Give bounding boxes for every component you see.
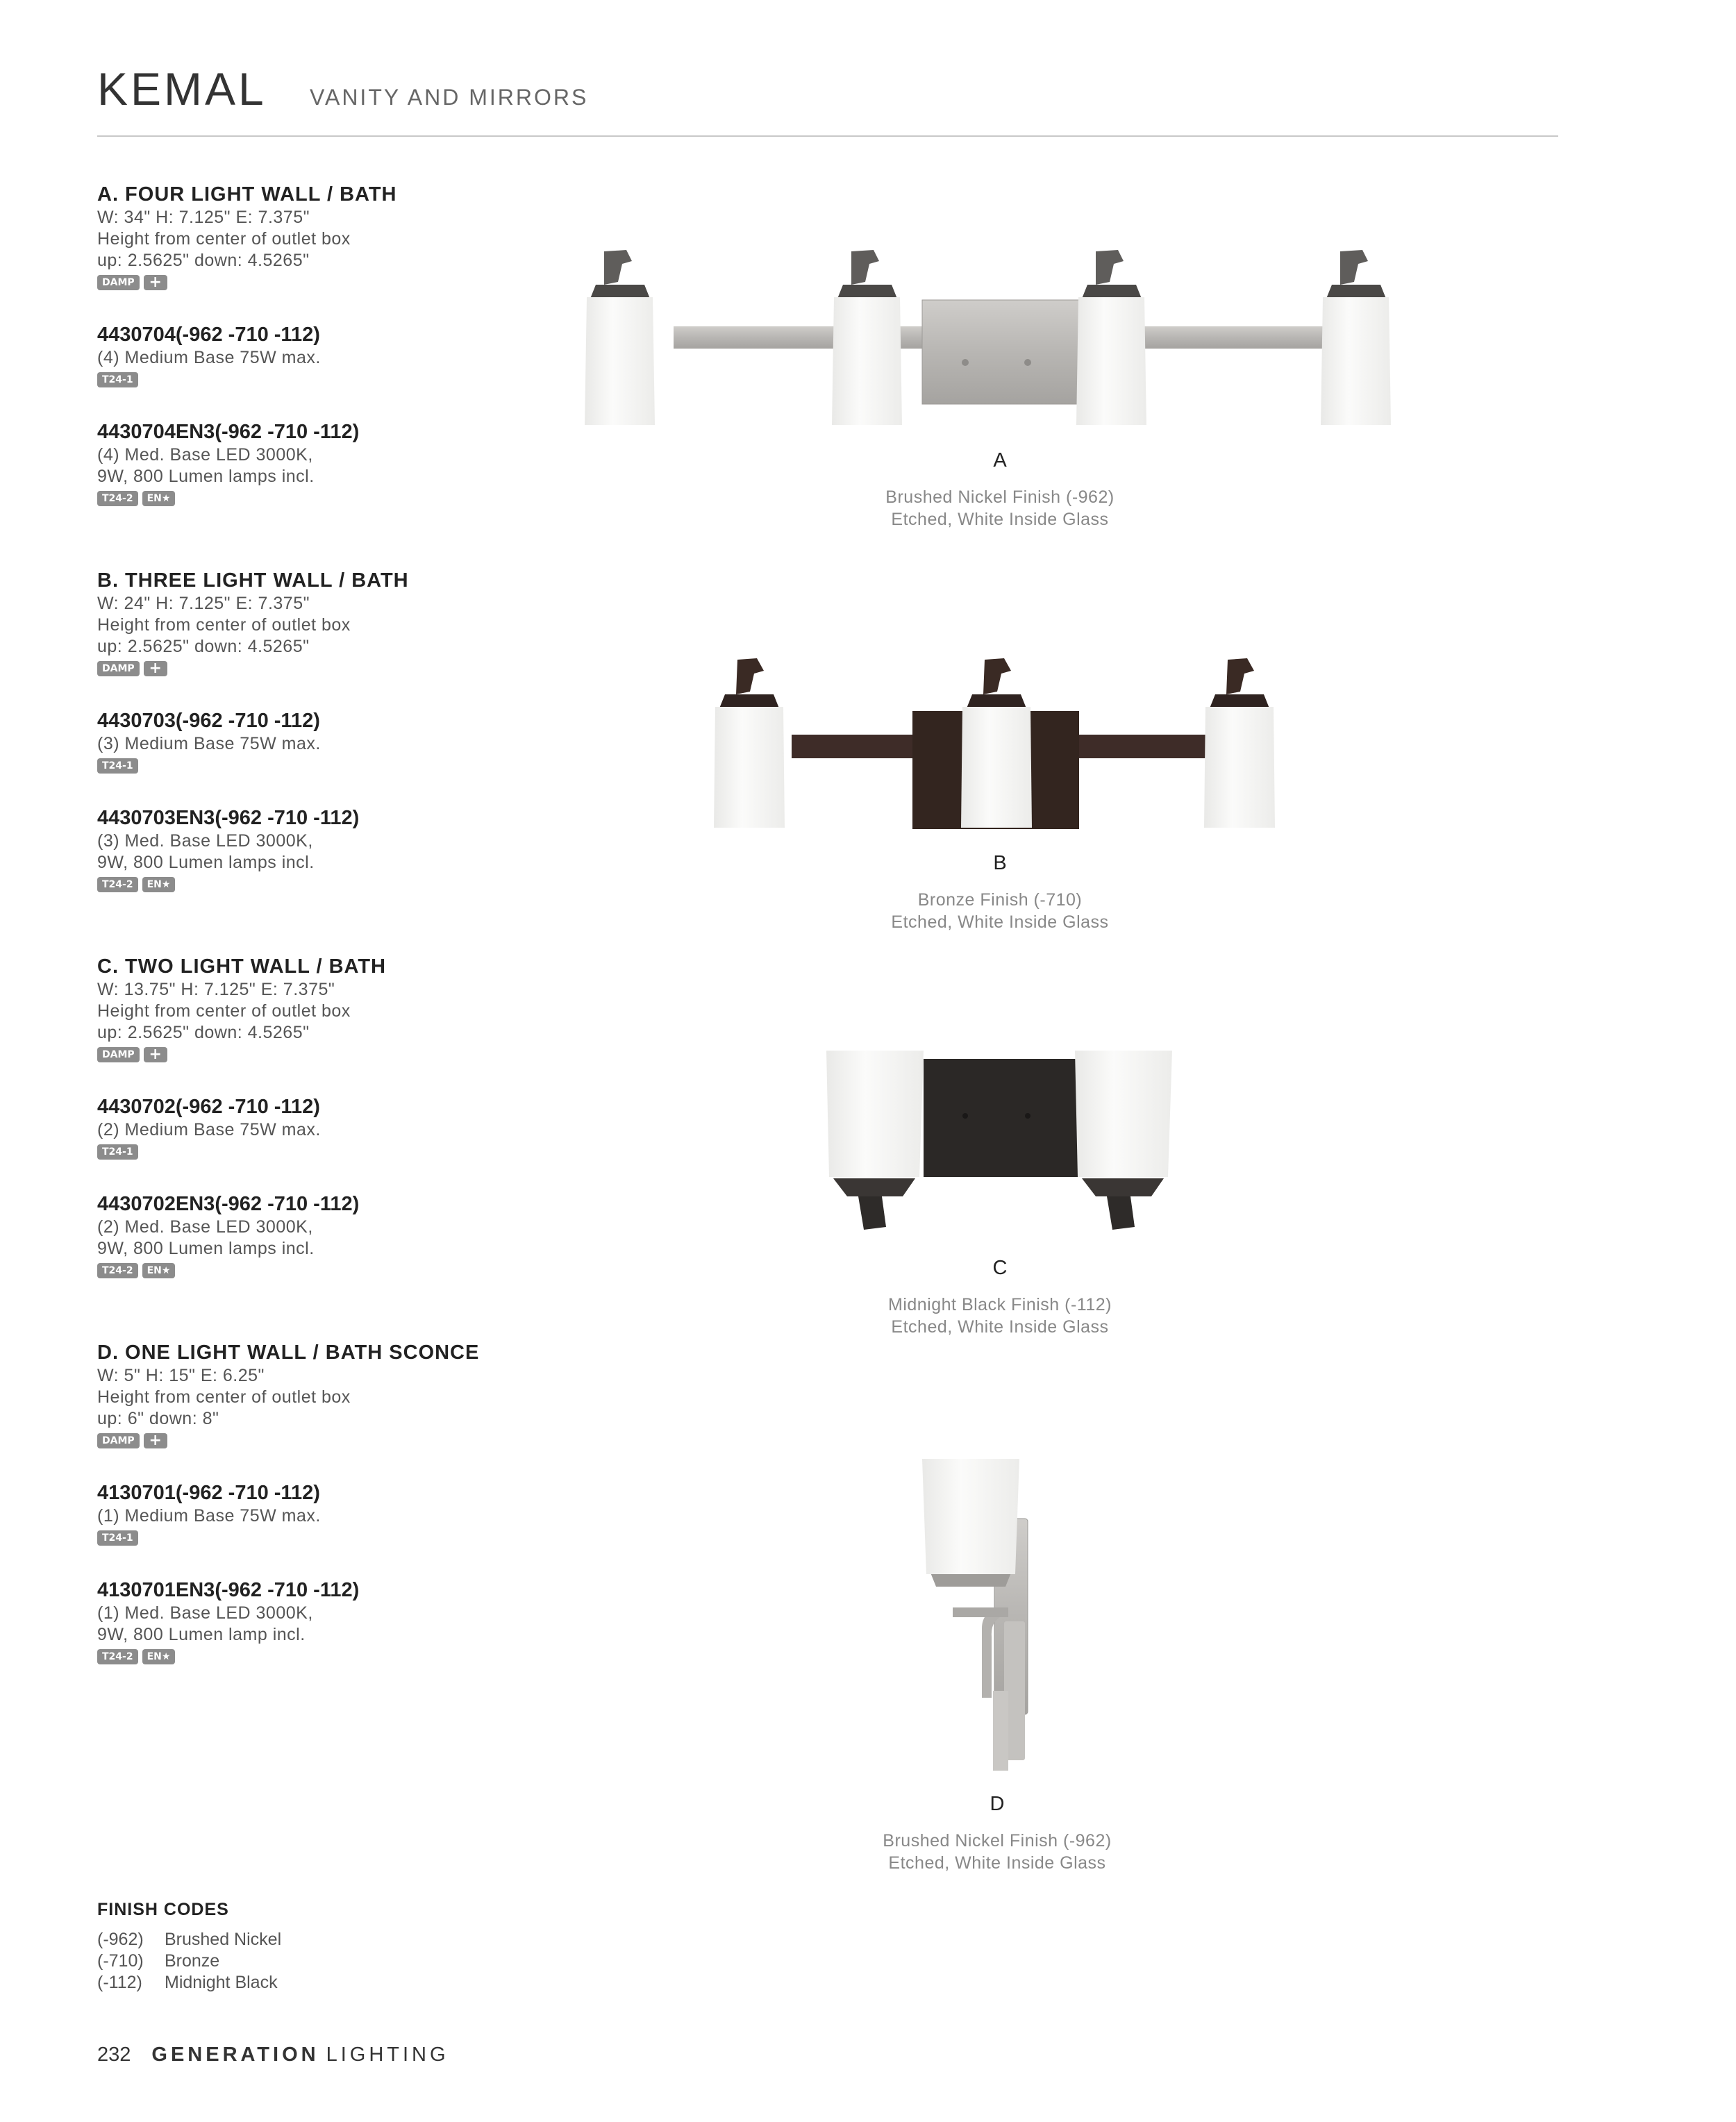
- energy-star-badge: EN★: [142, 1263, 176, 1278]
- page-footer: [97, 2044, 449, 2066]
- caption-glass-b: Etched, White Inside Glass: [891, 912, 1109, 932]
- plus-badge: +: [144, 275, 167, 290]
- energy-star-badge: EN★: [142, 1649, 176, 1664]
- badge-row: [97, 1143, 542, 1161]
- sku-description-line1: (1) Med. Base LED 3000K,: [97, 1603, 313, 1623]
- section-title: C. TWO LIGHT WALL / BATH: [97, 955, 386, 978]
- page-subtitle: VANITY AND MIRRORS: [310, 85, 589, 110]
- badge-row: [97, 660, 542, 678]
- height-values: up: 2.5625" down: 4.5265": [97, 1023, 310, 1042]
- t24-2-badge: T24-2: [97, 877, 138, 892]
- dimensions: W: 34" H: 7.125" E: 7.375": [97, 208, 310, 227]
- sku-incandescent: 4130701(-962 -710 -112): [97, 1482, 320, 1504]
- brand-name-bold: GENERATION: [151, 2044, 319, 2066]
- height-note: Height from center of outlet box: [97, 1001, 351, 1021]
- t24-2-badge: T24-2: [97, 1649, 138, 1664]
- badge-row: [97, 274, 542, 292]
- dimensions: W: 5" H: 15" E: 6.25": [97, 1366, 265, 1385]
- sku-description-line1: (3) Med. Base LED 3000K,: [97, 831, 313, 851]
- finish-code: (-962): [97, 1930, 144, 1949]
- product-image-c: [819, 1045, 1180, 1239]
- sku-incandescent: 4430704(-962 -710 -112): [97, 324, 320, 346]
- finish-code: (-112): [97, 1973, 142, 1992]
- sku-description-line2: 9W, 800 Lumen lamps incl.: [97, 467, 315, 486]
- damp-badge: DAMP: [97, 1433, 140, 1448]
- finish-codes-title: FINISH CODES: [97, 1900, 229, 1919]
- product-image-b: [701, 653, 1299, 833]
- t24-1-badge: T24-1: [97, 1144, 138, 1160]
- sku-incandescent: 4430703(-962 -710 -112): [97, 710, 320, 732]
- section-title: D. ONE LIGHT WALL / BATH SCONCE: [97, 1342, 480, 1364]
- sku-led: 4430703EN3(-962 -710 -112): [97, 807, 360, 829]
- sku-incandescent: 4430702(-962 -710 -112): [97, 1096, 320, 1118]
- dimensions: W: 24" H: 7.125" E: 7.375": [97, 594, 310, 613]
- caption-letter-b: B: [993, 852, 1007, 874]
- sku-description-line2: 9W, 800 Lumen lamps incl.: [97, 1239, 315, 1258]
- product-image-d: [910, 1455, 1090, 1781]
- t24-1-badge: T24-1: [97, 758, 138, 774]
- t24-2-badge: T24-2: [97, 491, 138, 506]
- badge-row: [97, 876, 542, 894]
- caption-glass-a: Etched, White Inside Glass: [891, 510, 1109, 529]
- finish-code-row: [97, 1972, 281, 1994]
- badge-row: [97, 1262, 542, 1280]
- caption-finish-b: Bronze Finish (-710): [917, 890, 1083, 910]
- height-values: up: 2.5625" down: 4.5265": [97, 251, 310, 270]
- sku-description: (2) Medium Base 75W max.: [97, 1120, 321, 1139]
- caption-finish-a: Brushed Nickel Finish (-962): [885, 487, 1115, 507]
- damp-badge: DAMP: [97, 1047, 140, 1062]
- brand-name-light: LIGHTING: [326, 2044, 449, 2066]
- finish-code: (-710): [97, 1951, 144, 1971]
- sku-led: 4430702EN3(-962 -710 -112): [97, 1193, 360, 1215]
- spec-block-a: [97, 182, 542, 508]
- plus-badge: +: [144, 1433, 167, 1448]
- sku-description-line1: (4) Med. Base LED 3000K,: [97, 445, 313, 465]
- damp-badge: DAMP: [97, 275, 140, 290]
- finish-code-row: [97, 1950, 281, 1972]
- caption-finish-d: Brushed Nickel Finish (-962): [883, 1831, 1112, 1851]
- spec-block-d: [97, 1340, 542, 1666]
- caption-finish-c: Midnight Black Finish (-112): [888, 1295, 1112, 1314]
- height-note: Height from center of outlet box: [97, 615, 351, 635]
- finish-name: Midnight Black: [165, 1973, 278, 1992]
- t24-1-badge: T24-1: [97, 1530, 138, 1546]
- height-note: Height from center of outlet box: [97, 1387, 351, 1407]
- section-title: B. THREE LIGHT WALL / BATH: [97, 569, 409, 592]
- finish-codes-list: [97, 1929, 281, 1994]
- badge-row: [97, 757, 542, 775]
- t24-2-badge: T24-2: [97, 1263, 138, 1278]
- sku-led: 4430704EN3(-962 -710 -112): [97, 421, 360, 443]
- t24-1-badge: T24-1: [97, 372, 138, 387]
- plus-badge: +: [144, 1047, 167, 1062]
- badge-row: [97, 490, 542, 508]
- energy-star-badge: EN★: [142, 491, 176, 506]
- height-values: up: 6" down: 8": [97, 1409, 219, 1428]
- damp-badge: DAMP: [97, 661, 140, 676]
- energy-star-badge: EN★: [142, 877, 176, 892]
- header-divider: [97, 135, 1558, 137]
- caption-letter-d: D: [990, 1793, 1005, 1815]
- badge-row: [97, 1432, 542, 1450]
- badge-row: [97, 1529, 542, 1547]
- caption-letter-c: C: [992, 1257, 1008, 1279]
- dimensions: W: 13.75" H: 7.125" E: 7.375": [97, 980, 335, 999]
- sku-description: (3) Medium Base 75W max.: [97, 734, 321, 753]
- plus-badge: +: [144, 661, 167, 676]
- sku-description-line2: 9W, 800 Lumen lamps incl.: [97, 853, 315, 872]
- spec-block-c: [97, 954, 542, 1280]
- sku-description: (4) Medium Base 75W max.: [97, 348, 321, 367]
- caption-glass-d: Etched, White Inside Glass: [888, 1853, 1106, 1873]
- caption-letter-a: A: [993, 449, 1007, 471]
- spec-block-b: [97, 568, 542, 894]
- product-image-a: [583, 243, 1417, 431]
- sku-description-line1: (2) Med. Base LED 3000K,: [97, 1217, 313, 1237]
- height-values: up: 2.5625" down: 4.5265": [97, 637, 310, 656]
- finish-name: Bronze: [165, 1951, 220, 1971]
- finish-name: Brushed Nickel: [165, 1930, 282, 1949]
- caption-glass-c: Etched, White Inside Glass: [891, 1317, 1109, 1337]
- section-title: A. FOUR LIGHT WALL / BATH: [97, 183, 397, 206]
- page-title: KEMAL: [97, 63, 267, 115]
- page-number: 232: [97, 2044, 131, 2066]
- badge-row: [97, 1046, 542, 1064]
- badge-row: [97, 1648, 542, 1666]
- height-note: Height from center of outlet box: [97, 229, 351, 249]
- sku-description-line2: 9W, 800 Lumen lamp incl.: [97, 1625, 306, 1644]
- finish-code-row: [97, 1929, 281, 1950]
- sku-description: (1) Medium Base 75W max.: [97, 1506, 321, 1526]
- sku-led: 4130701EN3(-962 -710 -112): [97, 1579, 360, 1601]
- badge-row: [97, 371, 542, 389]
